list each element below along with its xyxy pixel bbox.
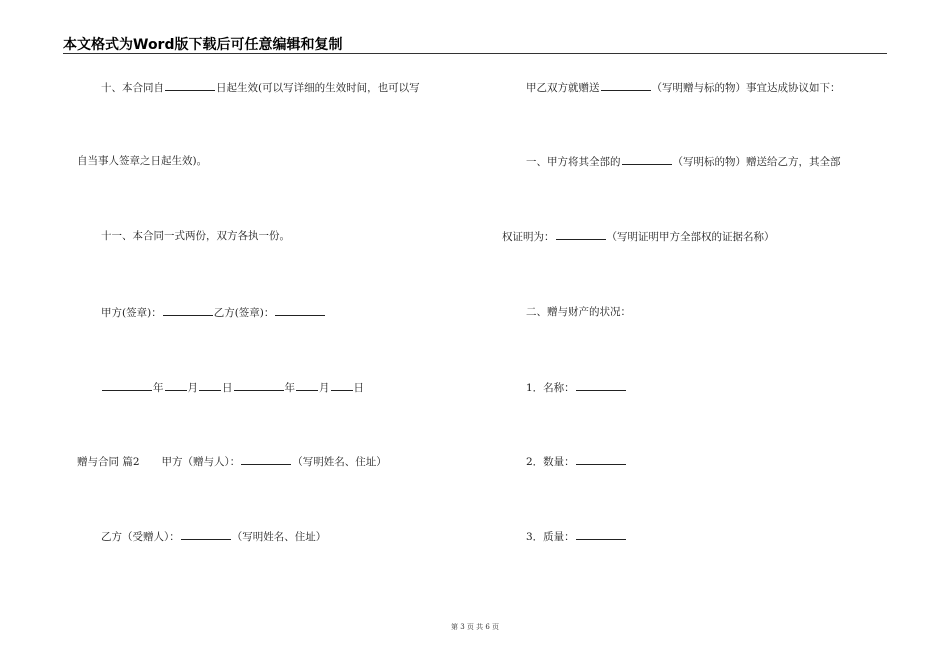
year-label-b: 年 bbox=[284, 382, 295, 394]
property-quality-line bbox=[526, 529, 627, 544]
article-1-line-1 bbox=[526, 154, 841, 169]
day-label-b: 日 bbox=[353, 382, 364, 394]
property-name-blank bbox=[576, 380, 626, 391]
property-name-line bbox=[526, 380, 627, 395]
party-b-signature-label: 乙方(签章)： bbox=[213, 307, 275, 319]
agreement-intro-b: （写明赠与标的物）事宜达成协议如下： bbox=[651, 82, 841, 94]
party-a-signature-label: 甲方(签章)： bbox=[101, 307, 162, 319]
month-blank-b bbox=[296, 380, 318, 391]
clause-10-line-1 bbox=[101, 80, 420, 95]
page-number-footer: 第 3 页 共 6 页 bbox=[450, 623, 500, 631]
ownership-proof-blank bbox=[556, 229, 606, 240]
day-label-a: 日 bbox=[222, 382, 233, 394]
month-label-a: 月 bbox=[187, 382, 198, 394]
article-1-text-a: 一、甲方将其全部的 bbox=[526, 156, 621, 168]
effective-date-blank bbox=[165, 80, 215, 91]
party-b-signature-blank bbox=[275, 305, 325, 316]
donor-note: （写明姓名、住址） bbox=[292, 456, 387, 468]
donor-blank bbox=[241, 454, 291, 465]
donee-blank bbox=[181, 529, 231, 540]
year-blank-b bbox=[234, 380, 284, 391]
property-quality-label: 3．质量： bbox=[526, 531, 575, 543]
clause-11: 十一、本合同一式两份，双方各执一份。 bbox=[101, 230, 290, 242]
property-quantity-line bbox=[526, 454, 627, 469]
article-1-text-b: （写明标的物）赠送给乙方，其全部 bbox=[672, 156, 841, 168]
agreement-intro-line bbox=[526, 80, 841, 95]
day-blank-a bbox=[199, 380, 221, 391]
gift-object-blank bbox=[601, 80, 651, 91]
article-1-line-2 bbox=[502, 229, 775, 244]
donee-line bbox=[101, 529, 326, 544]
article-2-heading: 二、赠与财产的状况： bbox=[526, 306, 631, 318]
year-blank-a bbox=[102, 380, 152, 391]
year-label-a: 年 bbox=[153, 382, 164, 394]
clause-10-text-b: 日起生效(可以写详细的生效时间，也可以写 bbox=[216, 82, 420, 94]
ownership-proof-label: 权证明为： bbox=[502, 231, 555, 243]
property-quantity-blank bbox=[576, 454, 626, 465]
donee-note: （写明姓名、住址） bbox=[231, 531, 327, 543]
day-blank-b bbox=[331, 380, 353, 391]
signature-line bbox=[101, 305, 326, 320]
header-divider bbox=[63, 53, 887, 54]
document-header-title: 本文格式为Word版下载后可任意编辑和复制 bbox=[63, 37, 343, 53]
target-object-blank bbox=[622, 154, 672, 165]
clause-10-line-2: 自当事人签章之日起生效)。 bbox=[77, 155, 208, 167]
property-quantity-label: 2．数量： bbox=[526, 456, 575, 468]
agreement-intro-a: 甲乙双方就赠送 bbox=[526, 82, 600, 94]
contract-2-title: 赠与合同 篇2 bbox=[77, 456, 140, 468]
party-a-signature-blank bbox=[163, 305, 213, 316]
donee-label: 乙方（受赠人）： bbox=[101, 531, 180, 543]
contract-2-heading-line bbox=[77, 454, 387, 469]
month-blank-a bbox=[165, 380, 187, 391]
signature-date-line bbox=[101, 380, 364, 395]
donor-label: 甲方（赠与人）： bbox=[161, 456, 241, 468]
property-name-label: 1．名称： bbox=[526, 382, 575, 394]
property-quality-blank bbox=[576, 529, 626, 540]
month-label-b: 月 bbox=[319, 382, 330, 394]
ownership-proof-note: （写明证明甲方全部权的证据名称） bbox=[606, 231, 775, 243]
clause-10-text-a: 十、本合同自 bbox=[101, 82, 164, 94]
